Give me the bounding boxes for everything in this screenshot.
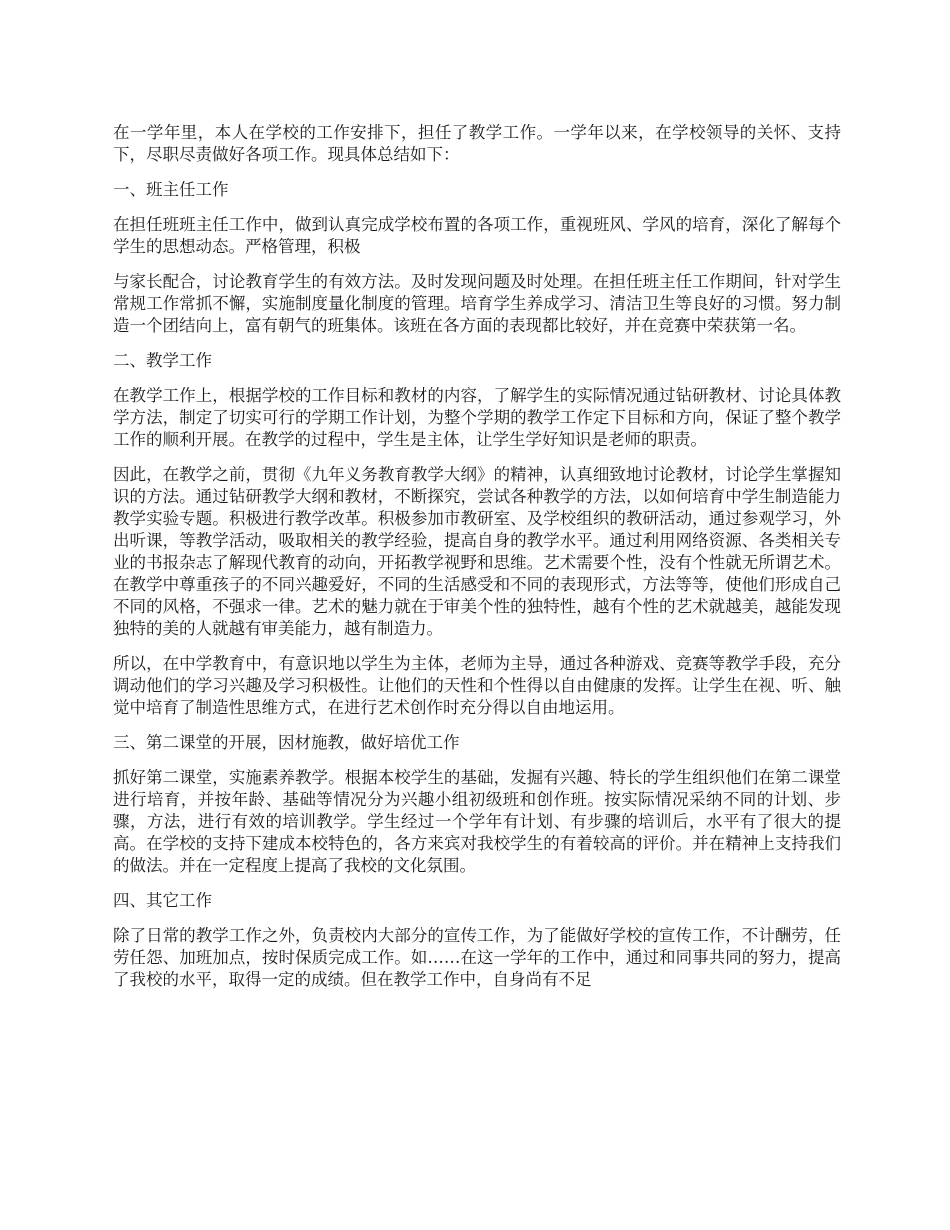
section-heading-4: 四、其它工作	[113, 891, 212, 910]
section-heading-1: 一、班主任工作	[113, 180, 229, 199]
section-1-paragraph-1: 在担任班班主任工作中，做到认真完成学校布置的各项工作，重视班风、学风的培育，深化了解每个学生的思想动态。严格管理，积极	[113, 215, 841, 256]
section-3-paragraph-1: 抓好第二课堂，实施素养教学。根据本校学生的基础，发掘有兴趣、特长的学生组织他们在第二课堂进行培育，并按年龄、基础等情况分为兴趣小组初级班和创作班。按实际情况采纳不同的计划、步骤，方法，进行有效的培训教学。学生经过一个学年有计划、有步骤的培训后，水平有了很大的提高。在学校的支持下建成本校特色的，各方来宾对我校学生的有着较高的评价。并在精神上支持我们的做法。并在一定程度上提高了我校的文化氛围。	[113, 768, 841, 875]
section-1-paragraph-2: 与家长配合，讨论教育学生的有效方法。及时发现问题及时处理。在担任班主任工作期间，针对学生常规工作常抓不懈，实施制度量化制度的管理。培育学生养成学习、清洁卫生等良好的习惯。努力制造一个团结向上，富有朝气的班集体。该班在各方面的表现都比较好，并在竞赛中荣获第一名。	[113, 272, 841, 335]
section-2-paragraph-2: 因此，在教学之前，贯彻《九年义务教育教学大纲》的精神，认真细致地讨论教材，讨论学生掌握知识的方法。通过钻研教学大纲和教材，不断探究，尝试各种教学的方法，以如何培育中学生制造能力教学实验专题。积极进行教学改革。积极参加市教研室、及学校组织的教研活动，通过参观学习，外出听课，等教学活动，吸取相关的教学经验，提高自身的教学水平。通过利用网络资源、各类相关专业的书报杂志了解现代教育的动向，开拓教学视野和思维。艺术需要个性，没有个性就无所谓艺术。在教学中尊重孩子的不同兴趣爱好，不同的生活感受和不同的表现形式，方法等等，使他们形成自己不同的风格，不强求一律。艺术的魅力就在于审美个性的独特性，越有个性的艺术就越美，越能发现独特的美的人就越有审美能力，越有制造力。	[113, 465, 841, 638]
section-4-paragraph-1: 除了日常的教学工作之外，负责校内大部分的宣传工作，为了能做好学校的宣传工作，不计酬劳，任劳任怨、加班加点，按时保质完成工作。如……在这一学年的工作中，通过和同事共同的努力，提高了我校的水平，取得一定的成绩。但在教学工作中，自身尚有不足	[113, 926, 841, 989]
section-2-paragraph-1: 在教学工作上，根据学校的工作目标和教材的内容，了解学生的实际情况通过钻研教材、讨论具体教学方法，制定了切实可行的学期工作计划，为整个学期的教学工作定下目标和方向，保证了整个教学工作的顺利开展。在教学的过程中，学生是主体，让学生学好知识是老师的职责。	[113, 386, 841, 449]
document-body	[113, 122, 841, 1004]
intro-paragraph: 在一学年里，本人在学校的工作安排下，担任了教学工作。一学年以来，在学校领导的关怀、支持下，尽职尽责做好各项工作。现具体总结如下：	[113, 123, 841, 164]
section-2-paragraph-3: 所以，在中学教育中，有意识地以学生为主体，老师为主导，通过各种游戏、竞赛等教学手段，充分调动他们的学习兴趣及学习积极性。让他们的天性和个性得以自由健康的发挥。让学生在视、听、触觉中培育了制造性思维方式，在进行艺术创作时充分得以自由地运用。	[113, 654, 841, 717]
section-heading-2: 二、教学工作	[113, 351, 212, 370]
section-heading-3: 三、第二课堂的开展，因材施教，做好培优工作	[113, 733, 460, 752]
